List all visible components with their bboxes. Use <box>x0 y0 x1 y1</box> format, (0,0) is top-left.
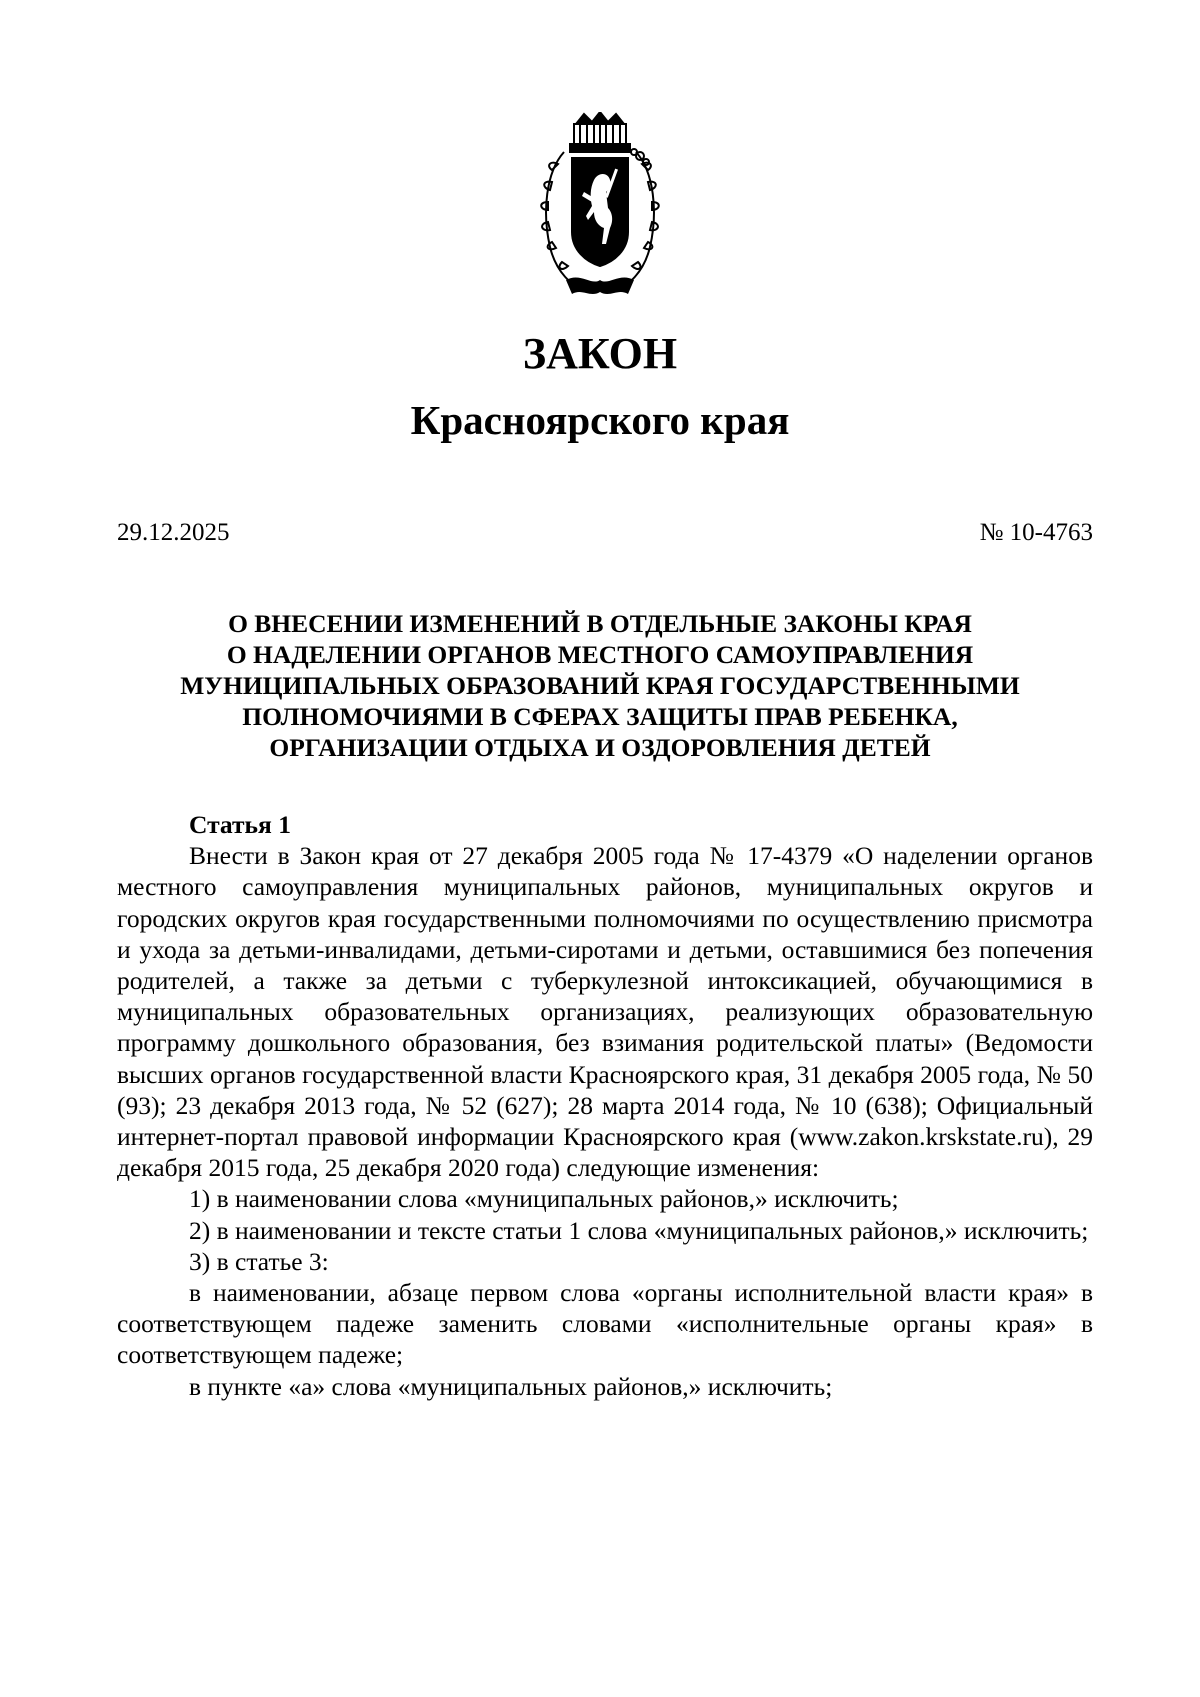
document-heading-line: О ВНЕСЕНИИ ИЗМЕНЕНИЙ В ОТДЕЛЬНЫЕ ЗАКОНЫ КРАЯ <box>228 609 972 638</box>
article-paragraph: 1) в наименовании слова «муниципальных районов,» исключить; <box>189 1184 899 1214</box>
document-date: 29.12.2025 <box>117 519 230 546</box>
document-heading-line: ОРГАНИЗАЦИИ ОТДЫХА И ОЗДОРОВЛЕНИЯ ДЕТЕЙ <box>269 733 931 762</box>
document-heading-line: О НАДЕЛЕНИИ ОРГАНОВ МЕСТНОГО САМОУПРАВЛЕНИЯ <box>226 640 974 669</box>
article-paragraph: Внести в Закон края от 27 декабря 2005 года № 17-4379 «О наделении органов местного самоуправления муниципальных районов, муниципальных округов и городских округов края государственными полномочиями по осуществлению присмотра и ухода за детьми-инвалидами, детьми-сиротами и детьми, оставшимися без попечения родителей, а также за детьми с туберкулезной интоксикацией, обучающимися в муниципальных образовательных организациях, реализующих образовательную программу дошкольного образования, без взимания родительской платы» (Ведомости высших органов государственной власти Красноярского края, 31 декабря 2005 года, № 50 (93); 23 декабря 2013 года, № 52 (627); 28 марта 2014 года, № 10 (638); Официальный интернет-портал правовой информации Красноярского края (www.zakon.krskstate.ru), 29 декабря 2015 года, 25 декабря 2020 года) следующие изменения: <box>117 841 1093 1183</box>
article-heading: Статья 1 <box>189 810 291 839</box>
document-heading-line: ПОЛНОМОЧИЯМИ В СФЕРАХ ЗАЩИТЫ ПРАВ РЕБЕНКА, <box>242 702 958 731</box>
document-body <box>117 809 1093 1402</box>
law-subtitle: Красноярского края <box>410 397 790 443</box>
article-paragraph: 3) в статье 3: <box>189 1246 329 1276</box>
law-title: ЗАКОН <box>522 329 678 378</box>
document-heading <box>130 608 1070 763</box>
coat-of-arms-icon <box>536 112 664 302</box>
article-paragraph: в наименовании, абзаце первом слова «органы исполнительной власти края» в соответствующем падеже заменить словами «исполнительные органы края» в соответствующем падеже; <box>117 1278 1093 1370</box>
article-paragraph: 2) в наименовании и тексте статьи 1 слова «муниципальных районов,» исключить; <box>189 1215 1089 1245</box>
article-paragraph: в пункте «а» слова «муниципальных районов,» исключить; <box>189 1371 833 1401</box>
document-heading-line: МУНИЦИПАЛЬНЫХ ОБРАЗОВАНИЙ КРАЯ ГОСУДАРСТВЕННЫМИ <box>180 671 1020 700</box>
document-number: № 10-4763 <box>979 519 1093 546</box>
